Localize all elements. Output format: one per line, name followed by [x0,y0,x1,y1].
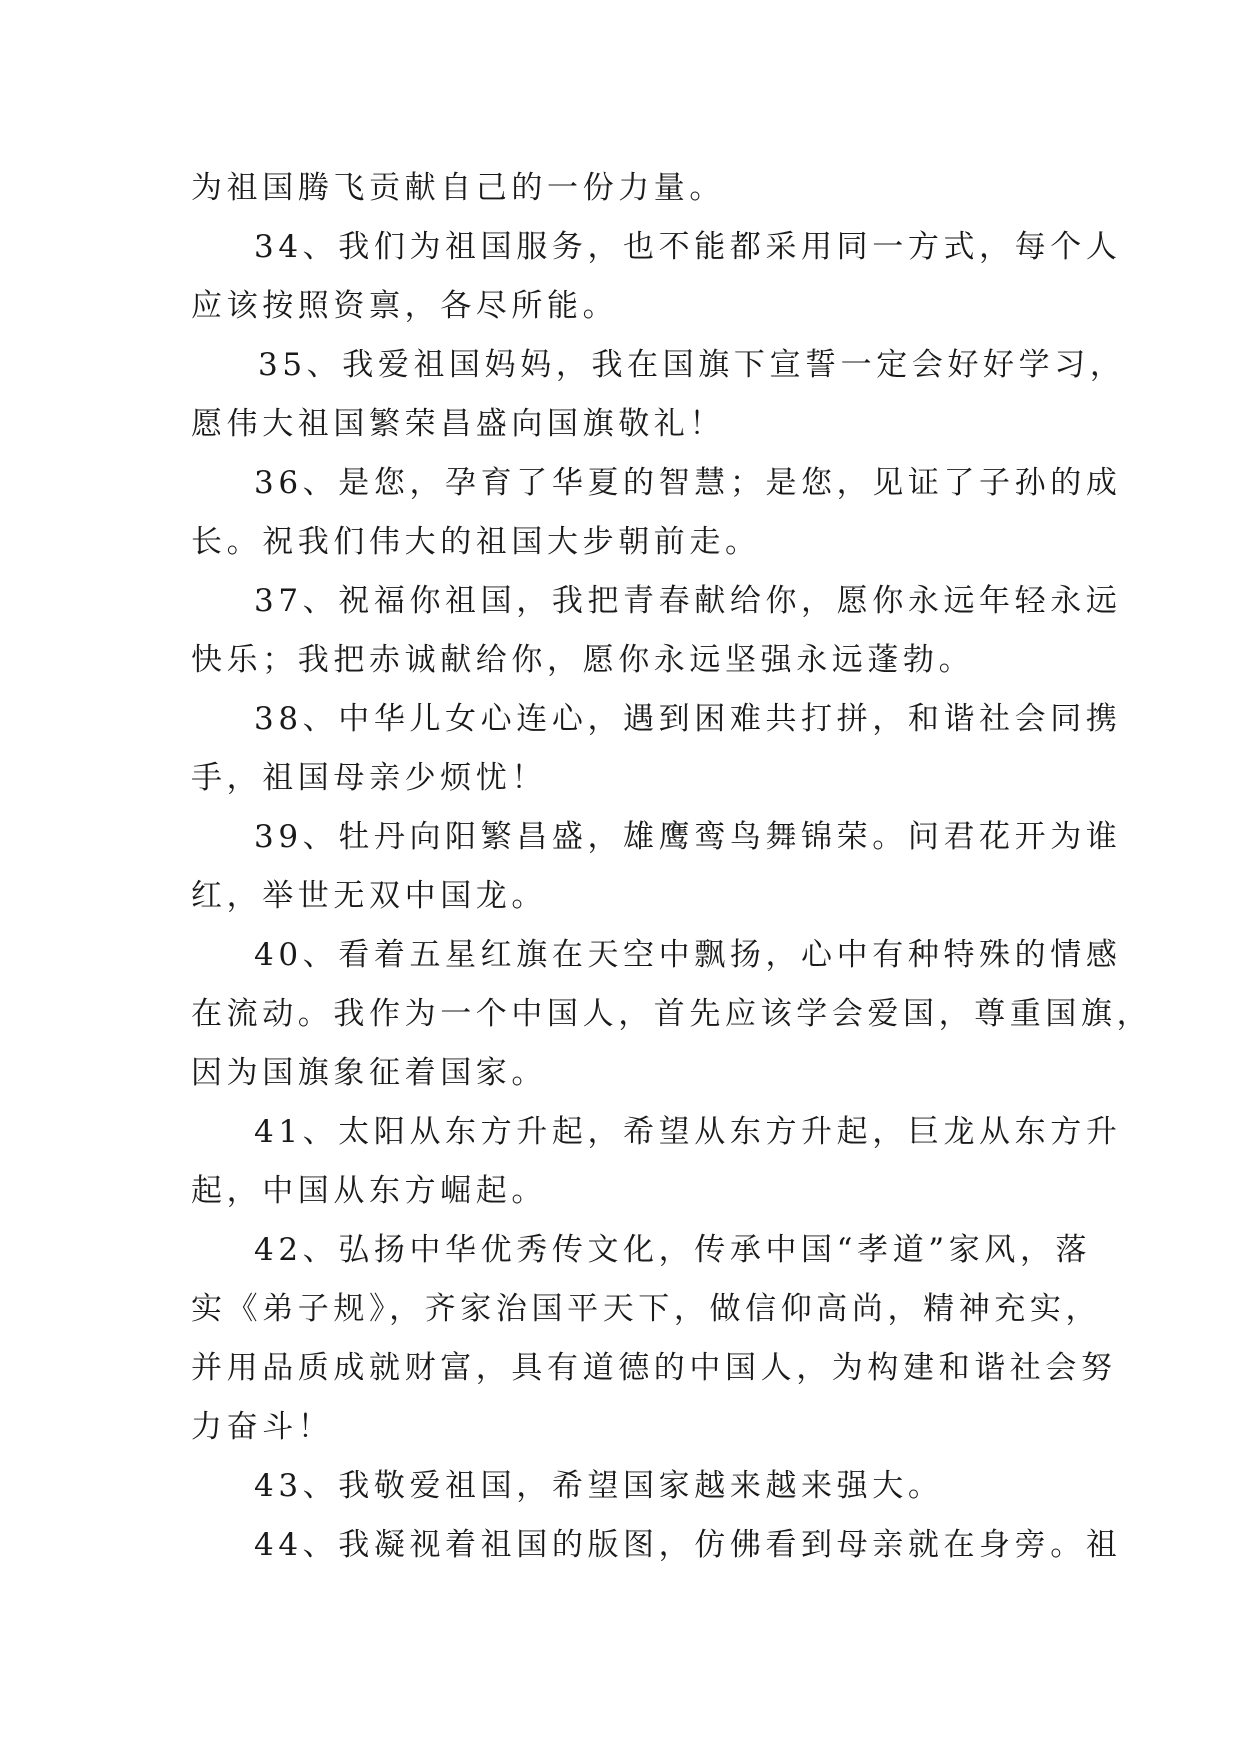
text-line: 39、牡丹向阳繁昌盛，雄鹰鸾鸟舞锦荣。问君花开为谁 [254,819,1122,855]
text-line: 快乐；我把赤诚献给你，愿你永远坚强永远蓬勃。 [191,642,975,678]
text-line: 起，中国从东方崛起。 [191,1173,547,1209]
text-line: 应该按照资禀，各尽所能。 [191,288,619,324]
text-line: 37、祝福你祖国，我把青春献给你，愿你永远年轻永远 [254,583,1122,619]
text-line: 43、我敬爱祖国，希望国家越来越来强大。 [254,1468,944,1504]
text-line: 35、我爱祖国妈妈，我在国旗下宣誓一定会好好学习， [258,347,1126,383]
text-line: 44、我凝视着祖国的版图，仿佛看到母亲就在身旁。祖 [254,1527,1122,1563]
text-line: 34、我们为祖国服务，也不能都采用同一方式，每个人 [254,229,1122,265]
text-line: 手，祖国母亲少烦忧！ [191,760,547,796]
text-line: 36、是您，孕育了华夏的智慧；是您，见证了子孙的成 [254,465,1122,501]
text-line: 愿伟大祖国繁荣昌盛向国旗敬礼！ [191,406,725,442]
text-line: 长。祝我们伟大的祖国大步朝前走。 [191,524,761,560]
text-line: 41、太阳从东方升起，希望从东方升起，巨龙从东方升 [254,1114,1122,1150]
text-line: 红，举世无双中国龙。 [191,878,547,914]
text-line: 并用品质成就财富，具有道德的中国人，为构建和谐社会努 [191,1350,1117,1386]
text-line: 在流动。我作为一个中国人，首先应该学会爱国，尊重国旗， [191,996,1153,1032]
text-line: 40、看着五星红旗在天空中飘扬，心中有种特殊的情感 [254,937,1122,973]
text-line: 力奋斗！ [191,1409,334,1445]
text-line: 38、中华儿女心连心，遇到困难共打拼，和谐社会同携 [254,701,1122,737]
text-line: 因为国旗象征着国家。 [191,1055,547,1091]
text-line: 为祖国腾飞贡献自己的一份力量。 [191,170,725,206]
text-line: 实《弟子规》，齐家治国平天下，做信仰高尚，精神充实， [191,1291,1102,1327]
text-line: 42、弘扬中华优秀传文化，传承中国“孝道”家风，落 [254,1232,1092,1268]
